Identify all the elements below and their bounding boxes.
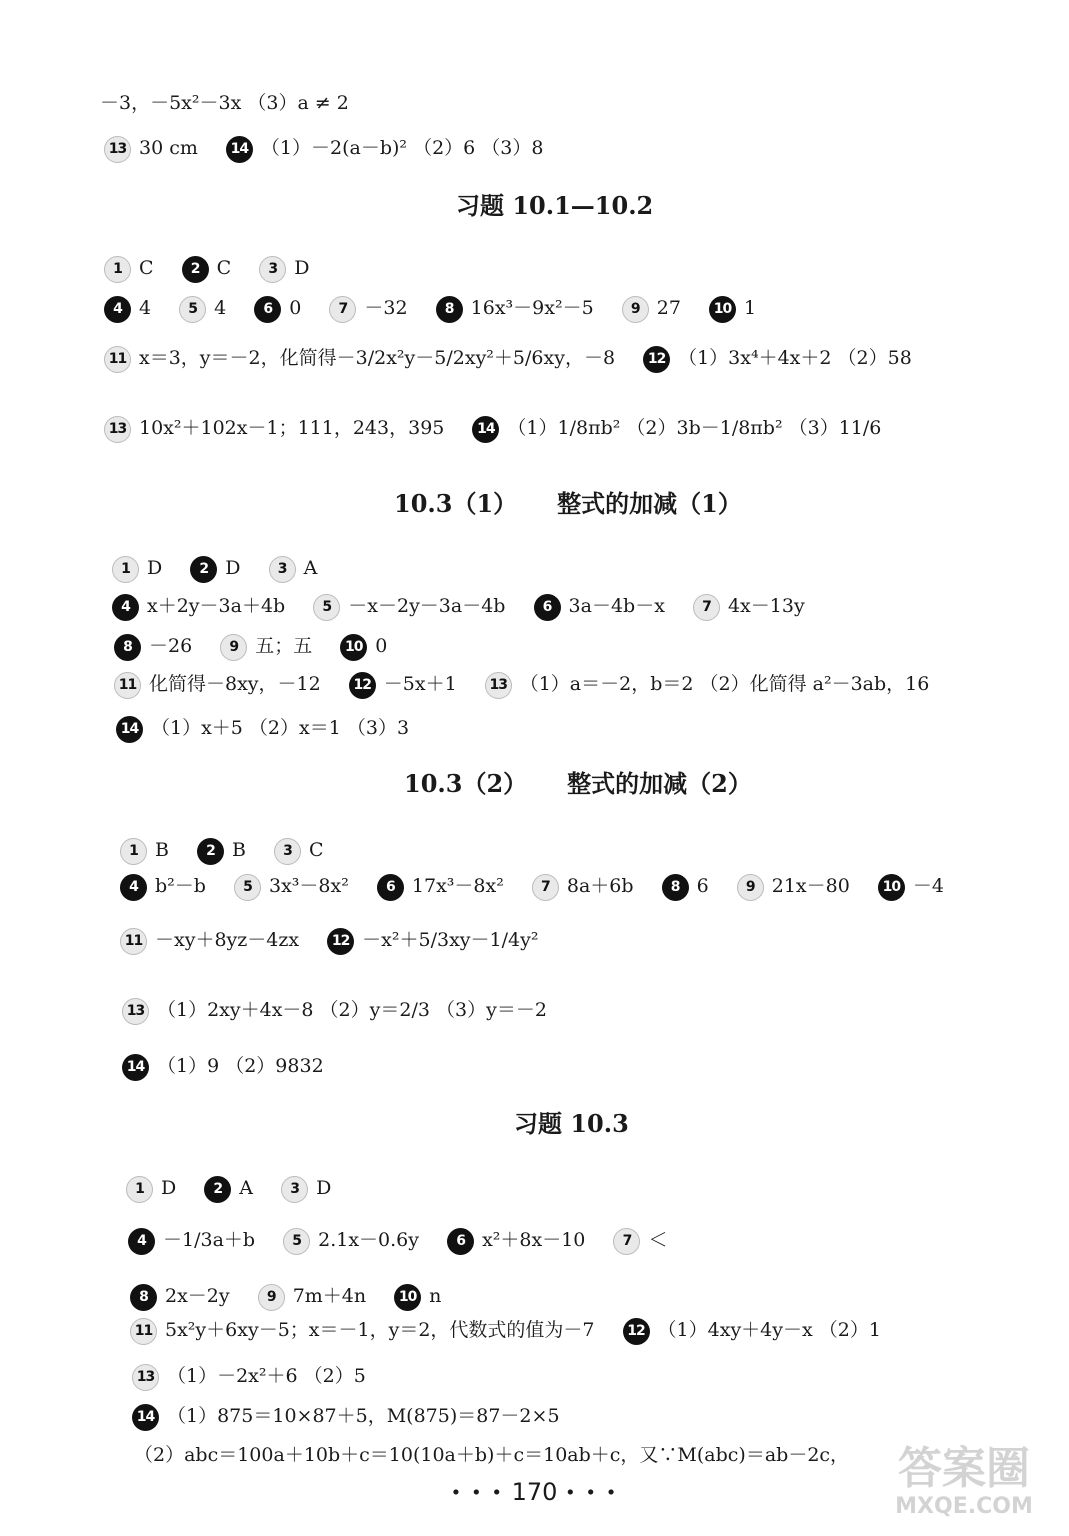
question-number: 5 bbox=[283, 1228, 310, 1255]
answer-text: 4x－13y bbox=[727, 595, 805, 617]
answer-text: B bbox=[155, 839, 169, 861]
watermark-url: MXQE.COM bbox=[895, 1494, 1033, 1519]
answer-row bbox=[120, 924, 560, 955]
answer-row bbox=[128, 1224, 689, 1255]
answer-text: （1）a＝－2，b＝2 （2）化简得 a²－3ab，16 bbox=[519, 673, 930, 695]
answer-text: 6 bbox=[696, 875, 709, 897]
answer-row bbox=[122, 1050, 346, 1081]
answer-text: D bbox=[147, 557, 163, 579]
answer-text: （1）－2x²＋6 （2）5 bbox=[167, 1365, 366, 1387]
answer-text: 2.1x－0.6y bbox=[318, 1229, 420, 1251]
answer-text: （1）1/8πb² （2）3b－1/8πb² （3）11/6 bbox=[507, 417, 882, 439]
question-number: 11 bbox=[130, 1318, 157, 1345]
answer-row bbox=[130, 1314, 903, 1345]
answer-row bbox=[126, 1172, 353, 1203]
question-number: 5 bbox=[313, 594, 340, 621]
answer-text: 7m＋4n bbox=[292, 1285, 367, 1307]
watermark-text: 答案圈 bbox=[898, 1443, 1030, 1494]
question-number: 4 bbox=[112, 594, 139, 621]
answer-text: （1）2xy＋4x－8 （2）y＝2/3 （3）y＝－2 bbox=[157, 999, 547, 1021]
section-subtitle: 整式的加减（2） bbox=[567, 769, 752, 798]
answer-text: C bbox=[139, 257, 154, 279]
answer-text: －x－2y－3a－4b bbox=[348, 595, 506, 617]
question-number: 1 bbox=[120, 838, 147, 865]
answer-text: 2x－2y bbox=[165, 1285, 230, 1307]
answer-text: x²＋8x－10 bbox=[482, 1229, 586, 1251]
question-number: 3 bbox=[281, 1176, 308, 1203]
question-number: 4 bbox=[120, 874, 147, 901]
answer-text: 4 bbox=[139, 297, 152, 319]
answer-text: 8a＋6b bbox=[566, 875, 634, 897]
answer-text: 1 bbox=[743, 297, 757, 319]
question-number: 11 bbox=[120, 928, 147, 955]
question-number: 14 bbox=[472, 416, 499, 443]
answer-text: ＜ bbox=[648, 1229, 668, 1251]
answer-text: 16x³－9x²－5 bbox=[470, 297, 594, 319]
question-number: 6 bbox=[254, 296, 281, 323]
question-number: 7 bbox=[532, 874, 559, 901]
answer-text: 27 bbox=[656, 297, 681, 319]
question-number: 13 bbox=[104, 416, 131, 443]
top-line-1 bbox=[100, 88, 349, 118]
answer-text: 3x³－8x² bbox=[269, 875, 349, 897]
answer-item bbox=[226, 133, 544, 163]
answer-text: －4 bbox=[912, 875, 944, 897]
answer-text: （1）－2(a－b)² （2）6 （3）8 bbox=[260, 137, 544, 159]
section-title: 10.3（2） 整式的加减（2） bbox=[404, 769, 752, 798]
answer-text: －xy＋8yz－4zx bbox=[155, 929, 300, 951]
answer-text: B bbox=[232, 839, 246, 861]
answer-text: A bbox=[239, 1177, 254, 1199]
answer-text: 化简得－8xy，－12 bbox=[149, 673, 321, 695]
answer-text: （1）4xy＋4y－x （2）1 bbox=[657, 1319, 881, 1341]
question-number: 9 bbox=[737, 874, 764, 901]
question-number: 4 bbox=[104, 296, 131, 323]
question-number: 12 bbox=[349, 672, 376, 699]
section-title: 习题 10.1—10.2 bbox=[456, 191, 654, 220]
question-number: 10 bbox=[340, 634, 367, 661]
question-number: 3 bbox=[274, 838, 301, 865]
answer-item bbox=[104, 133, 198, 163]
answer-row bbox=[112, 590, 827, 621]
answer-text: （2）abc＝100a＋10b＋c＝10(10a＋b)＋c＝10ab＋c，又∵M(abc)＝ab－2c， bbox=[134, 1444, 850, 1466]
decorative-dots: • • • bbox=[450, 1482, 504, 1504]
question-number: 2 bbox=[190, 556, 217, 583]
answer-row bbox=[122, 994, 569, 1025]
question-number: 10 bbox=[878, 874, 905, 901]
answer-text: x＋2y－3a＋4b bbox=[147, 595, 286, 617]
answer-row bbox=[104, 342, 934, 373]
question-number: 13 bbox=[122, 998, 149, 1025]
answer-row bbox=[104, 412, 903, 443]
question-number: 10 bbox=[394, 1284, 421, 1311]
question-number: 2 bbox=[204, 1176, 231, 1203]
question-number: 11 bbox=[114, 672, 141, 699]
question-number: 7 bbox=[613, 1228, 640, 1255]
question-number: 8 bbox=[662, 874, 689, 901]
answer-text: －3，－5x²－3x （3）a ≠ 2 bbox=[100, 92, 349, 114]
question-number: 12 bbox=[623, 1318, 650, 1345]
answer-text: －5x＋1 bbox=[383, 673, 457, 695]
question-number: 2 bbox=[182, 256, 209, 283]
answer-text: 0 bbox=[289, 297, 302, 319]
answer-text: C bbox=[309, 839, 324, 861]
answer-text: n bbox=[429, 1285, 442, 1307]
answer-row bbox=[112, 552, 339, 583]
section-title: 习题 10.3 bbox=[514, 1109, 629, 1138]
question-number: 11 bbox=[104, 346, 131, 373]
question-number: 6 bbox=[534, 594, 561, 621]
answer-text: 30 cm bbox=[139, 137, 198, 159]
answer-text: 17x³－8x² bbox=[411, 875, 504, 897]
answer-row bbox=[120, 870, 966, 901]
question-number: 8 bbox=[130, 1284, 157, 1311]
answer-row bbox=[114, 668, 951, 699]
answer-continuation bbox=[134, 1440, 849, 1470]
answer-text: （1）875＝10×87＋5，M(875)＝87－2×5 bbox=[167, 1405, 560, 1427]
decorative-dots: • • • bbox=[565, 1482, 619, 1504]
answer-text: 10x²＋102x－1；111，243，395 bbox=[139, 417, 445, 439]
watermark-logo bbox=[889, 1444, 1039, 1530]
answer-text: －26 bbox=[149, 635, 193, 657]
top-line-2 bbox=[104, 132, 565, 163]
answer-text: －32 bbox=[364, 297, 408, 319]
answer-row bbox=[132, 1400, 582, 1431]
answer-row bbox=[132, 1360, 388, 1391]
question-number: 9 bbox=[258, 1284, 285, 1311]
answer-text: －1/3a＋b bbox=[163, 1229, 256, 1251]
answer-text: 3a－4b－x bbox=[568, 595, 665, 617]
question-number: 1 bbox=[112, 556, 139, 583]
question-number: 1 bbox=[126, 1176, 153, 1203]
question-number: 9 bbox=[622, 296, 649, 323]
answer-row bbox=[114, 630, 409, 661]
question-number: 13 bbox=[104, 136, 131, 163]
question-number: 2 bbox=[197, 838, 224, 865]
question-number: 5 bbox=[234, 874, 261, 901]
question-number: 13 bbox=[132, 1364, 159, 1391]
question-number: 8 bbox=[436, 296, 463, 323]
question-number: 6 bbox=[377, 874, 404, 901]
answer-row bbox=[130, 1280, 463, 1311]
answer-row bbox=[120, 834, 346, 865]
answer-text: 4 bbox=[214, 297, 227, 319]
answer-text: 0 bbox=[375, 635, 388, 657]
answer-text: 21x－80 bbox=[771, 875, 850, 897]
answer-text: D bbox=[316, 1177, 332, 1199]
answer-row bbox=[104, 292, 778, 323]
question-number: 7 bbox=[329, 296, 356, 323]
question-number: 12 bbox=[643, 346, 670, 373]
question-number: 10 bbox=[709, 296, 736, 323]
answer-text: D bbox=[294, 257, 310, 279]
answer-text: x＝3，y＝－2，化简得－3/2x²y－5/2xy²＋5/6xy，－8 bbox=[139, 347, 616, 369]
question-number: 14 bbox=[132, 1404, 159, 1431]
question-number: 5 bbox=[179, 296, 206, 323]
answer-text: －x²＋5/3xy－1/4y² bbox=[362, 929, 539, 951]
answer-text: b²－b bbox=[155, 875, 206, 897]
question-number: 8 bbox=[114, 634, 141, 661]
question-number: 14 bbox=[122, 1054, 149, 1081]
question-number: 7 bbox=[693, 594, 720, 621]
answer-text: （1）x＋5 （2）x＝1 （3）3 bbox=[151, 717, 410, 739]
question-number: 14 bbox=[116, 716, 143, 743]
section-title: 10.3（1） 整式的加减（1） bbox=[394, 489, 742, 518]
answer-text: 五；五 bbox=[255, 635, 313, 657]
question-number: 4 bbox=[128, 1228, 155, 1255]
question-number: 6 bbox=[447, 1228, 474, 1255]
answer-text: （1）3x⁴＋4x＋2 （2）58 bbox=[678, 347, 912, 369]
answer-text: （1）9 （2）9832 bbox=[157, 1055, 324, 1077]
question-number: 12 bbox=[327, 928, 354, 955]
question-number: 9 bbox=[220, 634, 247, 661]
answer-text: 5x²y＋6xy－5；x＝－1，y＝2，代数式的值为－7 bbox=[165, 1319, 595, 1341]
question-number: 3 bbox=[259, 256, 286, 283]
answer-text: C bbox=[216, 257, 232, 279]
question-number: 3 bbox=[269, 556, 296, 583]
answer-row bbox=[104, 252, 331, 283]
question-number: 13 bbox=[485, 672, 512, 699]
question-number: 1 bbox=[104, 256, 131, 283]
answer-text: D bbox=[161, 1177, 177, 1199]
answer-text: D bbox=[225, 557, 241, 579]
section-subtitle: 整式的加减（1） bbox=[557, 489, 742, 518]
answer-row bbox=[116, 712, 431, 743]
answer-text: A bbox=[303, 557, 318, 579]
question-number: 14 bbox=[226, 136, 253, 163]
page-number: 170 bbox=[511, 1478, 558, 1506]
